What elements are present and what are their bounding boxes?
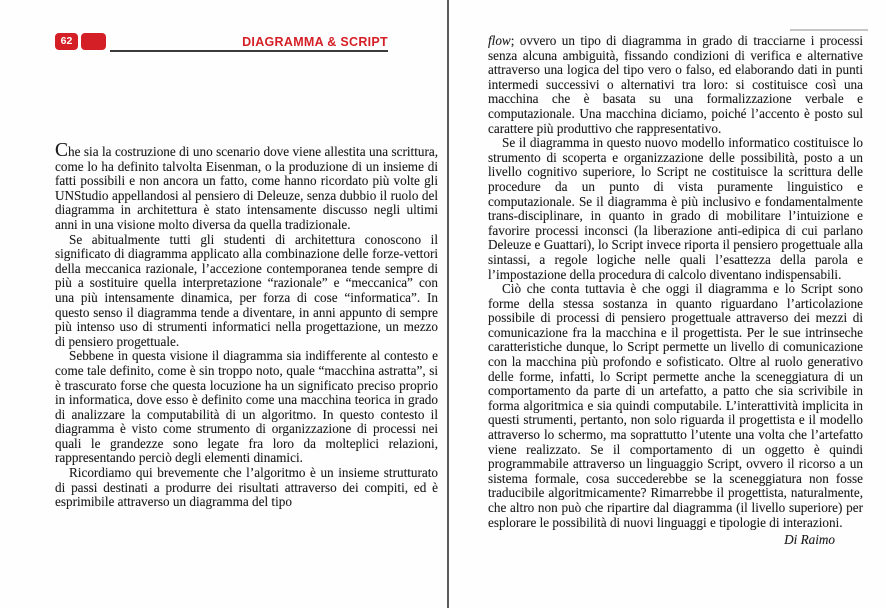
drop-cap: C [55,140,69,161]
left-text-column [55,140,438,510]
paragraph [488,282,863,530]
paragraph [55,349,438,466]
paragraph [488,136,863,282]
paragraph [488,34,863,136]
paragraph-text: Sebbene in questa visione il diagramma sia indifferente al contesto e come tale definito, come è sin troppo noto, quale “macchina astratta”, si è trascurato forse che questa locuzione ha un significato preciso proprio in informatica, dove esso è definito come una macchina teorica in grado di analizzare la computabilità di un algoritmo. In questo contesto il diagramma è visto come strumento di organizzazione di processi nei quali le grandezze sono legate fra loro da molteplici relazioni, rappresentando perciò degli elementi dinamici. [55,348,438,466]
page-number-badge: 62 [55,33,78,50]
right-text-column [488,34,863,548]
italic-lead-word: flow [488,33,511,48]
paragraph-text: Ciò che conta tuttavia è che oggi il diagramma e lo Script sono forme della stessa sostanza in quanto riguardano l’articolazione possibile di processi di pensiero progettuale attraverso dei mezzi di comunicazione fra la macchina e il progettista. Per le sue intrinseche caratteristiche dunque, lo Script permette un livello di comunicazione con la macchina più profondo e sofisticato. Oltre al ruolo generativo delle forme, infatti, lo Script permette anche la sceneggiatura di un comportamento da parte di un artefatto, a patto che sia scrivibile in forma algoritmica e sia quindi computabile. L’interattività implicita in questi strumenti, pertanto, non solo riguarda il progettista e il modello attraverso lo schermo, ma soprattutto l’utente una volta che l’artefatto viene realizzato. Se il comportamento di un oggetto è quindi programmabile attraverso un linguaggio Script, ovvero il ricorso a un sistema formale, cosa succederebbe se la sceneggiatura non fosse traducibile algoritmicamente? Rimarrebbe il progettista, naturalmente, che altro non può che ripartire dal diagramma (il livello superiore) per esplorare le possibilità di nuovi linguaggi e tipologie di interazioni. [488,281,863,530]
paragraph-text: Ricordiamo qui brevemente che l’algoritmo è un insieme strutturato di passi destinati a produrre dei risultati attraverso dei compiti, ed è esprimibile attraverso un diagramma del tipo [55,465,438,510]
paragraph-text: he sia la costruzione di uno scenario dove viene allestita una scrittura, come lo ha definito talvolta Eisenman, o la produzione di un insieme di fatti possibili e non ancora un fatto, come hanno ricordato più volte gli UNStudio appellandosi al pensiero di Deleuze, senza dubbio il ruolo del diagramma in architettura è stato intensamente discusso negli ultimi anni in una visione molto diversa da quella tradizionale. [55,144,438,232]
faded-header-rule [790,29,868,31]
blank-red-badge [81,33,106,50]
chapter-title: DIAGRAMMA & SCRIPT [242,35,388,49]
paragraph-text: Se abitualmente tutti gli studenti di architettura conoscono il significato di diagramma applicato alla combinazione delle forze-vettori della meccanica razionale, l’accezione contemporanea tende sempre di più a sostituire quella interpretazione “razionale” e “meccanica” con una più intensamente dinamica, per forza di cose “informatica”. In questo senso il diagramma tende a diventare, in anni appunto di sempre più intenso uso di strumenti informatici nella progettazione, un mezzo di pensiero progettuale. [55,231,438,349]
paragraph [55,466,438,510]
paragraph-text: ; ovvero un tipo di diagramma in grado di tracciarne i processi senza alcuna ambiguità, fissando condizioni di verifica e alternative attraverso una logica del tipo vero o falso, ed elaborando dati in punti intermedi successivi o alternativi tra loro: si costituisce così una macchina che è basata su una formalizzazione verbale e computazionale. Una macchina diciamo, poiché l’accento è posto sul carattere più produttivo che rappresentativo. [488,33,863,136]
paragraph [55,233,438,350]
page-divider [447,0,449,608]
header-rule [110,50,388,52]
paragraph [55,140,438,233]
author-signature: Di Raimo [784,532,835,548]
paragraph-text: Se il diagramma in questo nuovo modello informatico costituisce lo strumento di scoperta e organizzazione delle possibilità, posto a un livello cognitivo superiore, lo Script ne costituisce la scrittura delle procedure da un punto di vista puramente linguistico e computazionale. Se il diagramma è più inclusivo e fondamentalmente trans-disciplinare, in quanto in grado di mobilitare l’intuizione e favorire processi inconsci (la liberazione anti-edipica di cui parlano Deleuze e Guattari), lo Script invece riporta il pensiero progettuale alla sintassi, a regole logiche nelle quali l’esattezza della parola e l’impostazione della procedura di calcolo diventano indispensabili. [488,135,863,282]
